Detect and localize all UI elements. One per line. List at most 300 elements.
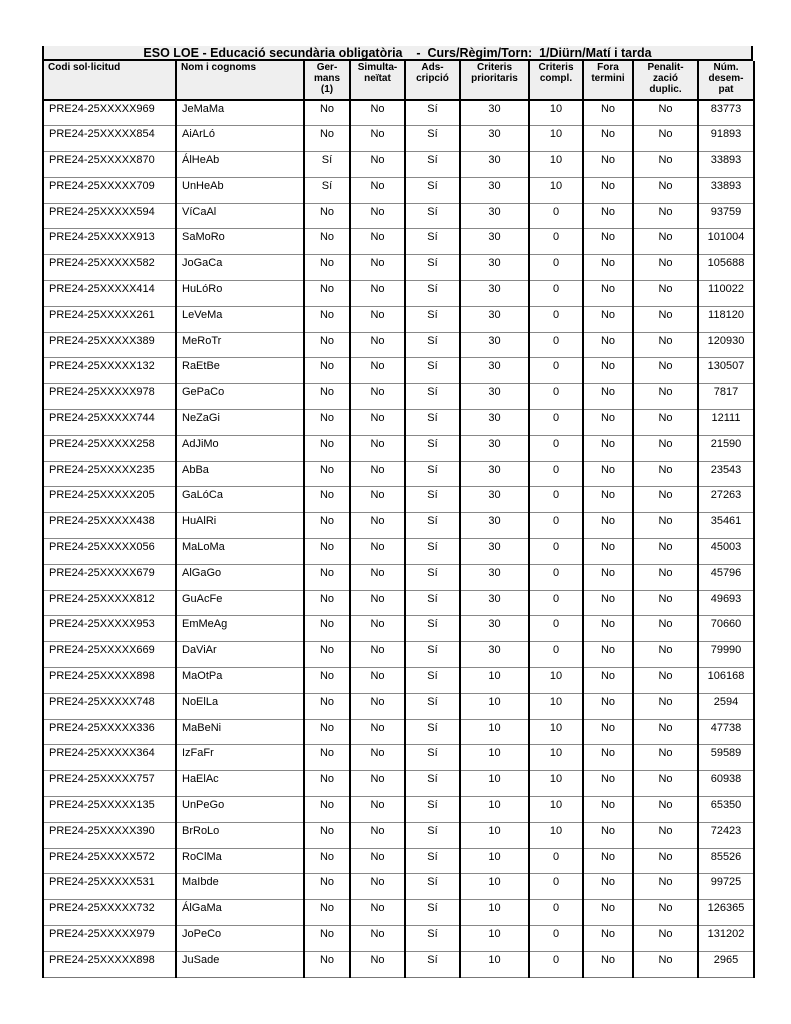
cell-criteris-prioritaris: 30 [460,410,529,436]
cell-simultaneitat: No [350,951,405,977]
cell-num-desempat: 101004 [698,229,754,255]
cell-adscripcio: Sí [405,513,460,539]
cell-criteris-compl: 0 [529,384,583,410]
cell-germans: No [304,358,350,384]
cell-codi: PRE24-25XXXXX364 [43,745,176,771]
cell-criteris-prioritaris: 10 [460,848,529,874]
cell-codi: PRE24-25XXXXX531 [43,874,176,900]
cell-fora-termini: No [583,642,633,668]
cell-germans: No [304,693,350,719]
cell-nom: SaMoRo [176,229,304,255]
cell-criteris-prioritaris: 30 [460,384,529,410]
cell-fora-termini: No [583,306,633,332]
cell-fora-termini: No [583,281,633,307]
cell-codi: PRE24-25XXXXX669 [43,642,176,668]
cell-germans: No [304,745,350,771]
cell-criteris-compl: 0 [529,306,583,332]
cell-adscripcio: Sí [405,306,460,332]
cell-fora-termini: No [583,410,633,436]
cell-num-desempat: 105688 [698,255,754,281]
cell-codi: PRE24-25XXXXX258 [43,435,176,461]
cell-codi: PRE24-25XXXXX679 [43,564,176,590]
cell-criteris-compl: 0 [529,461,583,487]
cell-germans: No [304,487,350,513]
cell-criteris-prioritaris: 10 [460,926,529,952]
cell-germans: Sí [304,177,350,203]
cell-num-desempat: 33893 [698,152,754,178]
cell-germans: No [304,642,350,668]
cell-nom: AbBa [176,461,304,487]
cell-simultaneitat: No [350,719,405,745]
cell-criteris-compl: 0 [529,590,583,616]
cell-penalitzacio: No [633,306,698,332]
cell-nom: UnHeAb [176,177,304,203]
cell-penalitzacio: No [633,203,698,229]
cell-fora-termini: No [583,126,633,152]
cell-criteris-prioritaris: 30 [460,126,529,152]
cell-simultaneitat: No [350,152,405,178]
cell-num-desempat: 131202 [698,926,754,952]
col-header-codi: Codi sol·licitud [43,61,176,100]
cell-fora-termini: No [583,874,633,900]
cell-criteris-prioritaris: 10 [460,745,529,771]
cell-simultaneitat: No [350,332,405,358]
cell-adscripcio: Sí [405,487,460,513]
cell-nom: AlGaGo [176,564,304,590]
cell-codi: PRE24-25XXXXX056 [43,539,176,565]
cell-adscripcio: Sí [405,771,460,797]
cell-germans: No [304,590,350,616]
cell-criteris-compl: 0 [529,951,583,977]
cell-criteris-compl: 0 [529,513,583,539]
cell-criteris-prioritaris: 10 [460,822,529,848]
cell-criteris-prioritaris: 30 [460,152,529,178]
cell-num-desempat: 70660 [698,616,754,642]
cell-criteris-prioritaris: 30 [460,513,529,539]
cell-germans: No [304,951,350,977]
cell-num-desempat: 120930 [698,332,754,358]
table-row [43,332,754,358]
cell-nom: AiArLó [176,126,304,152]
cell-num-desempat: 110022 [698,281,754,307]
cell-criteris-compl: 10 [529,126,583,152]
cell-penalitzacio: No [633,797,698,823]
cell-nom: RaEtBe [176,358,304,384]
cell-nom: JoGaCa [176,255,304,281]
cell-penalitzacio: No [633,513,698,539]
cell-penalitzacio: No [633,642,698,668]
cell-fora-termini: No [583,152,633,178]
cell-penalitzacio: No [633,951,698,977]
cell-adscripcio: Sí [405,281,460,307]
cell-simultaneitat: No [350,461,405,487]
table-row [43,487,754,513]
cell-codi: PRE24-25XXXXX594 [43,203,176,229]
cell-penalitzacio: No [633,229,698,255]
cell-criteris-compl: 0 [529,332,583,358]
cell-criteris-compl: 0 [529,642,583,668]
table-row [43,668,754,694]
cell-num-desempat: 79990 [698,642,754,668]
cell-codi: PRE24-25XXXXX261 [43,306,176,332]
cell-penalitzacio: No [633,668,698,694]
cell-num-desempat: 99725 [698,874,754,900]
cell-criteris-prioritaris: 30 [460,642,529,668]
cell-fora-termini: No [583,822,633,848]
cell-simultaneitat: No [350,539,405,565]
cell-penalitzacio: No [633,771,698,797]
cell-germans: No [304,229,350,255]
cell-penalitzacio: No [633,539,698,565]
cell-penalitzacio: No [633,693,698,719]
cell-nom: GuAcFe [176,590,304,616]
table-row [43,745,754,771]
cell-num-desempat: 45796 [698,564,754,590]
cell-criteris-compl: 10 [529,668,583,694]
cell-simultaneitat: No [350,255,405,281]
cell-criteris-compl: 0 [529,229,583,255]
cell-simultaneitat: No [350,435,405,461]
table-row [43,306,754,332]
cell-num-desempat: 85526 [698,848,754,874]
cell-num-desempat: 93759 [698,203,754,229]
table-row [43,771,754,797]
cell-fora-termini: No [583,487,633,513]
table-row [43,203,754,229]
cell-fora-termini: No [583,461,633,487]
cell-penalitzacio: No [633,874,698,900]
table-row [43,951,754,977]
cell-num-desempat: 118120 [698,306,754,332]
cell-germans: No [304,384,350,410]
cell-nom: GaLóCa [176,487,304,513]
cell-fora-termini: No [583,590,633,616]
cell-adscripcio: Sí [405,590,460,616]
applications-table [42,61,755,978]
cell-criteris-compl: 10 [529,797,583,823]
table-row [43,926,754,952]
cell-simultaneitat: No [350,410,405,436]
cell-germans: No [304,281,350,307]
cell-fora-termini: No [583,926,633,952]
cell-codi: PRE24-25XXXXX135 [43,797,176,823]
cell-criteris-prioritaris: 30 [460,229,529,255]
cell-criteris-prioritaris: 10 [460,874,529,900]
col-header-penalitzacio: Penalit- zació duplic. [633,61,698,100]
table-row [43,126,754,152]
cell-codi: PRE24-25XXXXX744 [43,410,176,436]
cell-simultaneitat: No [350,848,405,874]
cell-germans: No [304,848,350,874]
cell-penalitzacio: No [633,152,698,178]
table-row [43,410,754,436]
cell-adscripcio: Sí [405,745,460,771]
table-row [43,797,754,823]
cell-penalitzacio: No [633,255,698,281]
table-row [43,822,754,848]
cell-num-desempat: 83773 [698,100,754,126]
cell-germans: No [304,719,350,745]
cell-simultaneitat: No [350,642,405,668]
cell-fora-termini: No [583,539,633,565]
cell-germans: No [304,668,350,694]
cell-penalitzacio: No [633,719,698,745]
cell-criteris-prioritaris: 10 [460,951,529,977]
cell-num-desempat: 65350 [698,797,754,823]
cell-nom: MaOtPa [176,668,304,694]
cell-germans: No [304,435,350,461]
cell-criteris-compl: 0 [529,435,583,461]
cell-nom: AdJiMo [176,435,304,461]
cell-fora-termini: No [583,900,633,926]
cell-fora-termini: No [583,771,633,797]
table-row [43,384,754,410]
document-title: ESO LOE - Educació secundària obligatòria - Curs/Règim/Torn: 1/Diürn/Matí i tarda [42,46,753,61]
cell-germans: No [304,797,350,823]
cell-criteris-compl: 0 [529,564,583,590]
cell-codi: PRE24-25XXXXX709 [43,177,176,203]
cell-adscripcio: Sí [405,642,460,668]
cell-criteris-compl: 0 [529,616,583,642]
cell-nom: HuLóRo [176,281,304,307]
table-row [43,435,754,461]
cell-codi: PRE24-25XXXXX979 [43,926,176,952]
cell-simultaneitat: No [350,668,405,694]
cell-adscripcio: Sí [405,564,460,590]
cell-nom: NeZaGi [176,410,304,436]
cell-simultaneitat: No [350,771,405,797]
cell-nom: RoClMa [176,848,304,874]
col-header-germans: Ger- mans (1) [304,61,350,100]
cell-criteris-prioritaris: 30 [460,487,529,513]
cell-adscripcio: Sí [405,797,460,823]
cell-fora-termini: No [583,255,633,281]
cell-codi: PRE24-25XXXXX205 [43,487,176,513]
cell-penalitzacio: No [633,926,698,952]
cell-adscripcio: Sí [405,693,460,719]
cell-codi: PRE24-25XXXXX438 [43,513,176,539]
cell-germans: No [304,513,350,539]
cell-criteris-prioritaris: 30 [460,358,529,384]
cell-criteris-prioritaris: 30 [460,100,529,126]
cell-penalitzacio: No [633,564,698,590]
cell-penalitzacio: No [633,358,698,384]
cell-nom: GePaCo [176,384,304,410]
cell-adscripcio: Sí [405,384,460,410]
cell-fora-termini: No [583,797,633,823]
cell-criteris-compl: 0 [529,281,583,307]
table-row [43,255,754,281]
cell-criteris-prioritaris: 10 [460,719,529,745]
cell-simultaneitat: No [350,822,405,848]
table-row [43,177,754,203]
cell-criteris-compl: 0 [529,848,583,874]
cell-simultaneitat: No [350,616,405,642]
cell-penalitzacio: No [633,616,698,642]
cell-penalitzacio: No [633,900,698,926]
cell-criteris-compl: 0 [529,358,583,384]
cell-criteris-prioritaris: 30 [460,332,529,358]
cell-adscripcio: Sí [405,177,460,203]
cell-num-desempat: 72423 [698,822,754,848]
cell-simultaneitat: No [350,487,405,513]
cell-nom: EmMeAg [176,616,304,642]
cell-simultaneitat: No [350,306,405,332]
cell-num-desempat: 130507 [698,358,754,384]
cell-num-desempat: 45003 [698,539,754,565]
cell-criteris-compl: 0 [529,487,583,513]
table-row [43,874,754,900]
cell-nom: BrRoLo [176,822,304,848]
cell-num-desempat: 7817 [698,384,754,410]
cell-num-desempat: 23543 [698,461,754,487]
cell-penalitzacio: No [633,384,698,410]
cell-nom: JuSade [176,951,304,977]
table-row [43,358,754,384]
cell-simultaneitat: No [350,693,405,719]
cell-germans: No [304,306,350,332]
cell-codi: PRE24-25XXXXX748 [43,693,176,719]
cell-adscripcio: Sí [405,926,460,952]
cell-nom: UnPeGo [176,797,304,823]
cell-simultaneitat: No [350,358,405,384]
cell-adscripcio: Sí [405,332,460,358]
cell-criteris-prioritaris: 30 [460,590,529,616]
cell-num-desempat: 33893 [698,177,754,203]
cell-nom: LeVeMa [176,306,304,332]
cell-criteris-prioritaris: 30 [460,435,529,461]
cell-criteris-prioritaris: 10 [460,900,529,926]
cell-num-desempat: 2965 [698,951,754,977]
cell-codi: PRE24-25XXXXX978 [43,384,176,410]
cell-codi: PRE24-25XXXXX953 [43,616,176,642]
cell-criteris-compl: 10 [529,100,583,126]
cell-codi: PRE24-25XXXXX812 [43,590,176,616]
cell-adscripcio: Sí [405,435,460,461]
cell-simultaneitat: No [350,203,405,229]
cell-adscripcio: Sí [405,900,460,926]
cell-nom: MaBeNi [176,719,304,745]
cell-simultaneitat: No [350,281,405,307]
cell-num-desempat: 106168 [698,668,754,694]
cell-nom: VíCaAl [176,203,304,229]
cell-germans: No [304,564,350,590]
cell-criteris-compl: 0 [529,874,583,900]
cell-penalitzacio: No [633,848,698,874]
cell-nom: HuAlRi [176,513,304,539]
cell-codi: PRE24-25XXXXX898 [43,951,176,977]
cell-codi: PRE24-25XXXXX132 [43,358,176,384]
cell-num-desempat: 27263 [698,487,754,513]
cell-criteris-prioritaris: 10 [460,668,529,694]
cell-fora-termini: No [583,332,633,358]
table-row [43,900,754,926]
cell-fora-termini: No [583,564,633,590]
cell-fora-termini: No [583,951,633,977]
cell-simultaneitat: No [350,513,405,539]
cell-num-desempat: 126365 [698,900,754,926]
cell-simultaneitat: No [350,745,405,771]
cell-penalitzacio: No [633,126,698,152]
cell-criteris-prioritaris: 30 [460,255,529,281]
cell-codi: PRE24-25XXXXX732 [43,900,176,926]
cell-adscripcio: Sí [405,668,460,694]
cell-penalitzacio: No [633,745,698,771]
cell-criteris-prioritaris: 30 [460,281,529,307]
cell-codi: PRE24-25XXXXX870 [43,152,176,178]
cell-num-desempat: 35461 [698,513,754,539]
cell-codi: PRE24-25XXXXX336 [43,719,176,745]
cell-fora-termini: No [583,435,633,461]
cell-criteris-compl: 0 [529,926,583,952]
cell-fora-termini: No [583,693,633,719]
cell-nom: NoElLa [176,693,304,719]
cell-nom: JeMaMa [176,100,304,126]
cell-penalitzacio: No [633,177,698,203]
table-row [43,281,754,307]
cell-germans: No [304,410,350,436]
cell-germans: No [304,100,350,126]
cell-simultaneitat: No [350,100,405,126]
cell-simultaneitat: No [350,177,405,203]
cell-criteris-prioritaris: 30 [460,539,529,565]
cell-fora-termini: No [583,100,633,126]
cell-germans: No [304,874,350,900]
cell-penalitzacio: No [633,822,698,848]
cell-simultaneitat: No [350,797,405,823]
cell-adscripcio: Sí [405,152,460,178]
cell-penalitzacio: No [633,100,698,126]
cell-penalitzacio: No [633,281,698,307]
cell-simultaneitat: No [350,564,405,590]
cell-criteris-prioritaris: 10 [460,797,529,823]
col-header-fora-termini: Fora termini [583,61,633,100]
cell-fora-termini: No [583,177,633,203]
cell-adscripcio: Sí [405,203,460,229]
cell-fora-termini: No [583,848,633,874]
col-header-num-desempat: Núm. desem- pat [698,61,754,100]
table-row [43,642,754,668]
cell-adscripcio: Sí [405,229,460,255]
cell-num-desempat: 60938 [698,771,754,797]
cell-criteris-prioritaris: 30 [460,461,529,487]
cell-num-desempat: 91893 [698,126,754,152]
cell-criteris-compl: 10 [529,152,583,178]
header-row [43,61,754,100]
cell-codi: PRE24-25XXXXX582 [43,255,176,281]
cell-simultaneitat: No [350,229,405,255]
table-body [43,100,754,977]
cell-fora-termini: No [583,668,633,694]
col-header-criteris-compl: Criteris compl. [529,61,583,100]
cell-criteris-compl: 0 [529,255,583,281]
cell-fora-termini: No [583,513,633,539]
cell-criteris-compl: 10 [529,177,583,203]
cell-simultaneitat: No [350,384,405,410]
cell-adscripcio: Sí [405,874,460,900]
cell-germans: No [304,822,350,848]
table-row [43,693,754,719]
table-row [43,152,754,178]
cell-adscripcio: Sí [405,848,460,874]
table-row [43,513,754,539]
cell-codi: PRE24-25XXXXX572 [43,848,176,874]
cell-adscripcio: Sí [405,461,460,487]
cell-codi: PRE24-25XXXXX854 [43,126,176,152]
cell-criteris-compl: 10 [529,693,583,719]
cell-codi: PRE24-25XXXXX389 [43,332,176,358]
col-header-simultaneitat: Simulta- neïtat [350,61,405,100]
